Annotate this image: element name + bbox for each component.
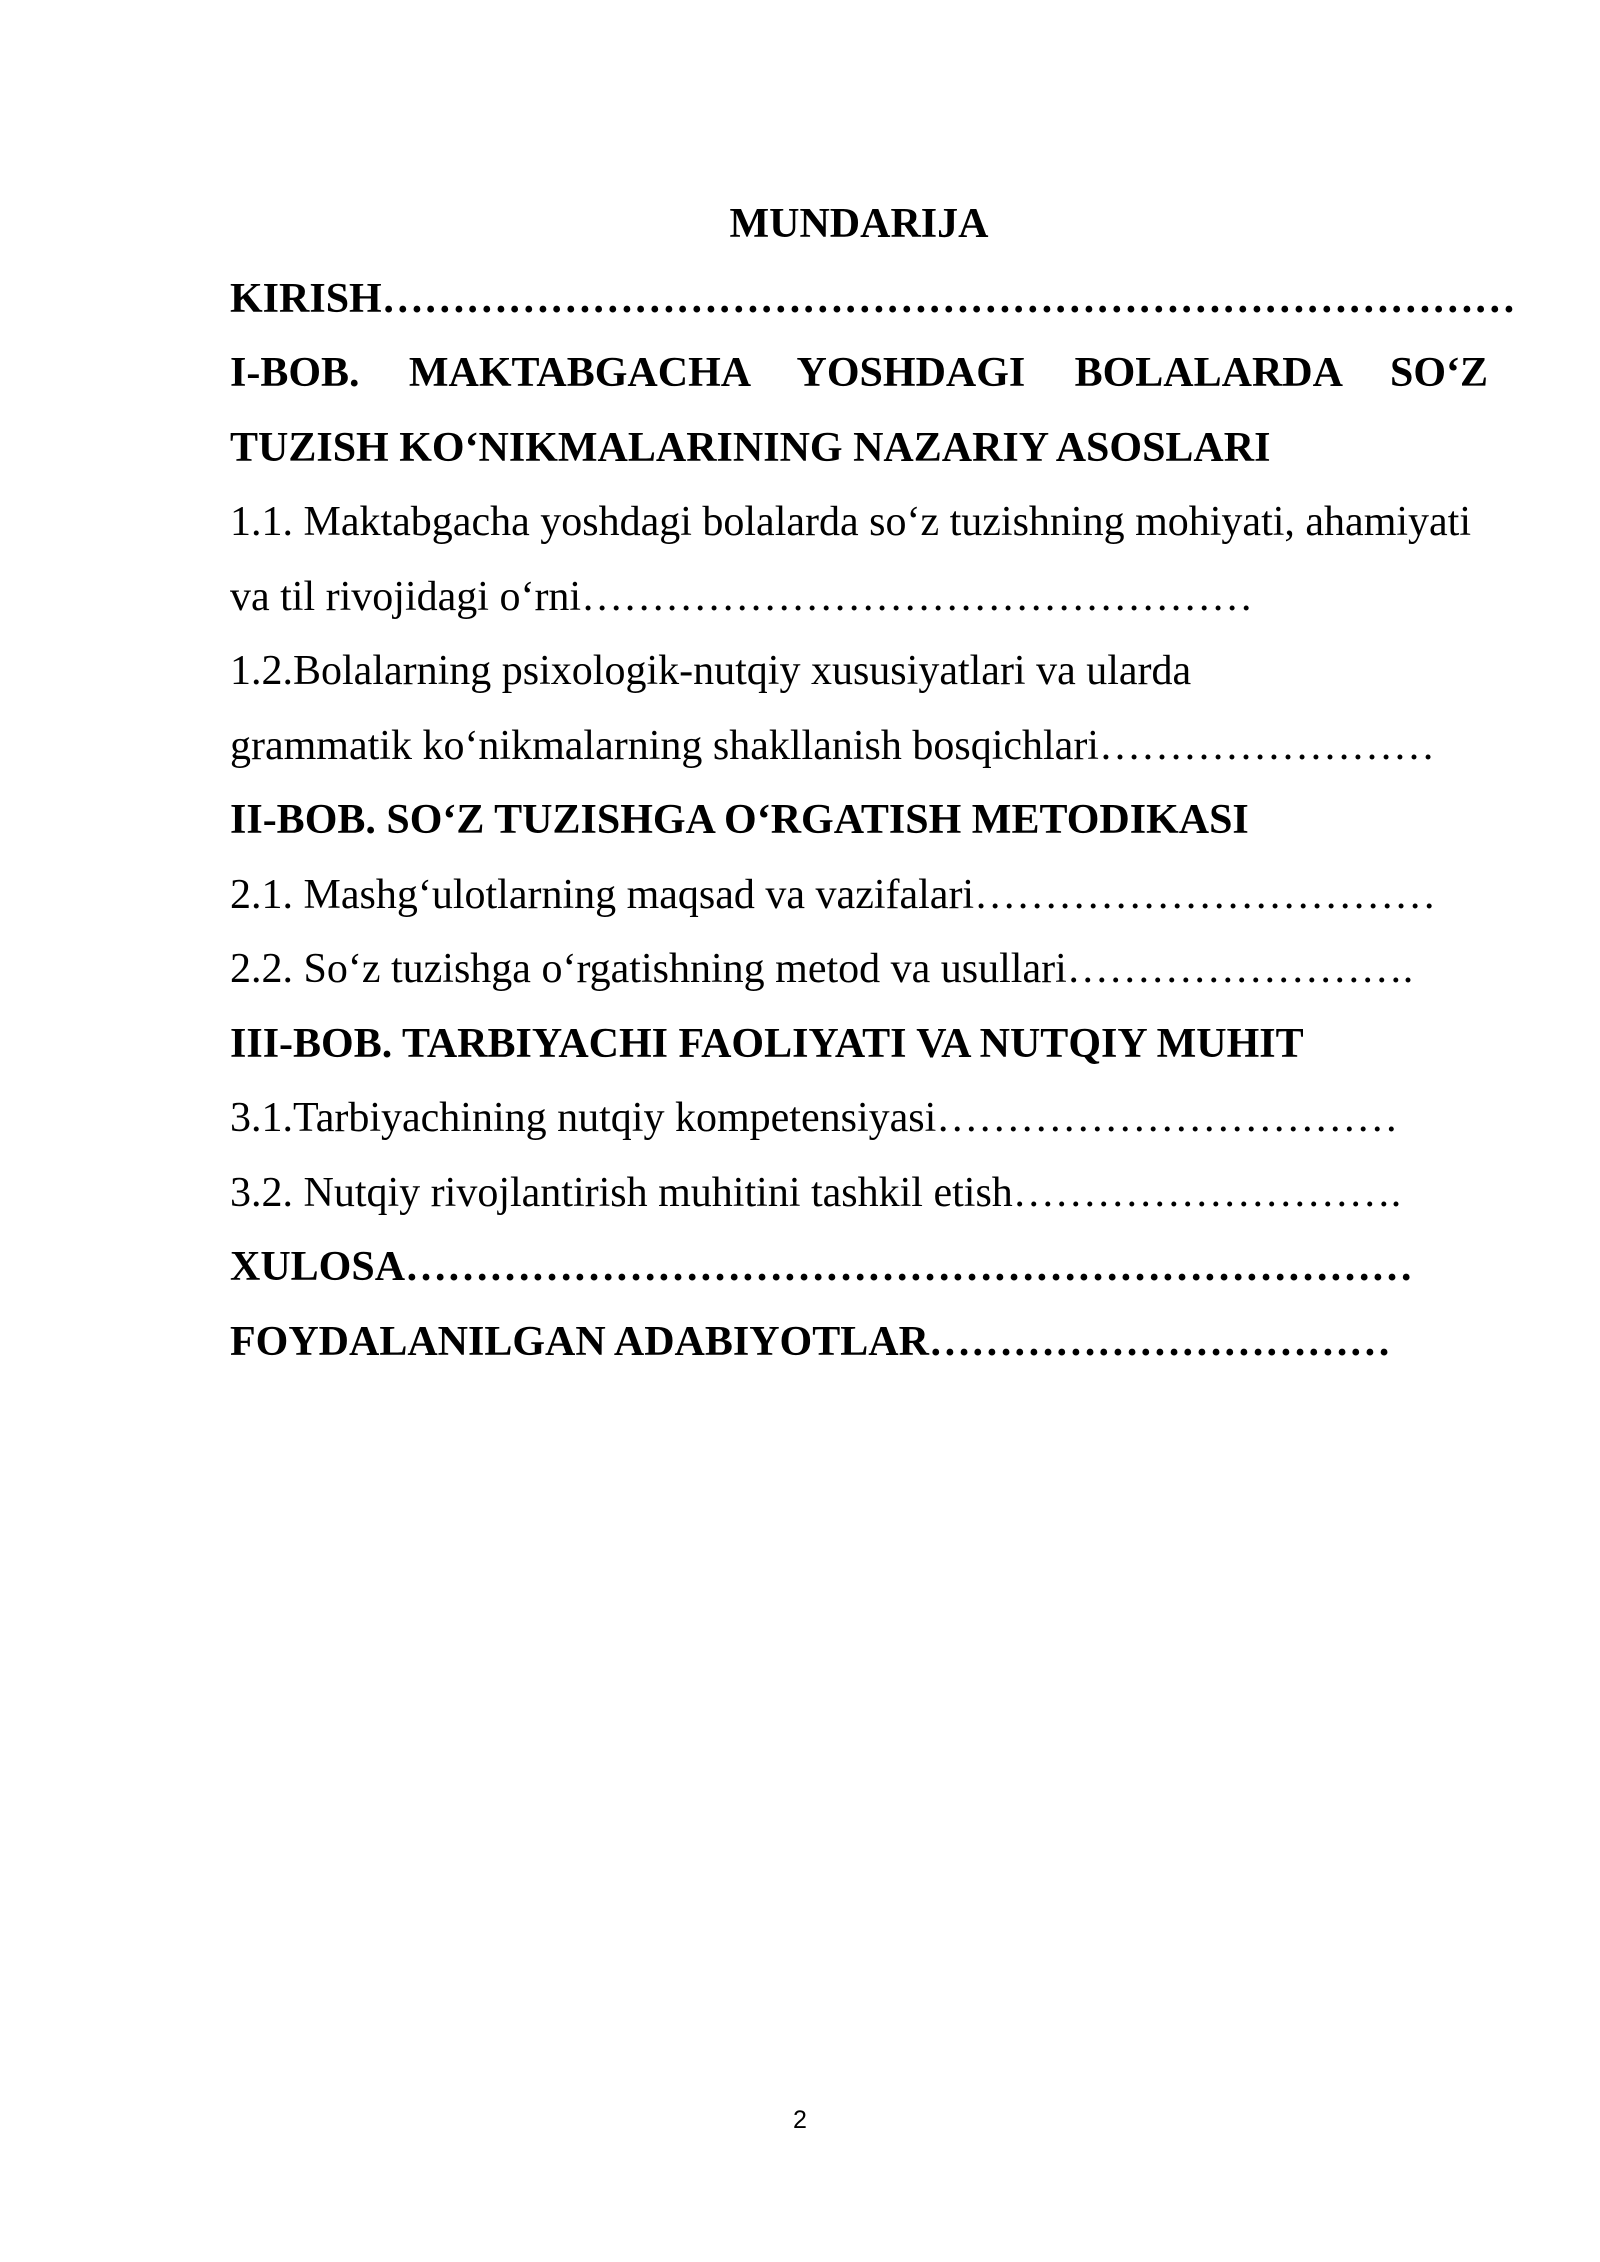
toc-section-2-1: 2.1. Mashg‘ulotlarning maqsad va vazifalari…………………………… [230,871,1437,918]
table-of-contents [230,187,1516,1379]
toc-section-1-1-continued: va til rivojidagi o‘rni………………………………………… [230,573,1254,620]
toc-entry-xulosa: XULOSA……………………………………………………………… [230,1244,1414,1290]
page-number: 2 [793,2106,807,2134]
toc-entry-bibliography: FOYDALANILGAN ADABIYOTLAR…………………………… [230,1318,1391,1365]
toc-section-3-2: 3.2. Nutqiy rivojlantirish muhitini tashkil etish………………………. [230,1169,1402,1216]
toc-section-1-1: 1.1. Maktabgacha yoshdagi bolalarda so‘z tuzishning mohiyati, ahamiyati [230,499,1472,545]
toc-entry-kirish: KIRISH……………………………………………………………………… [230,275,1516,322]
toc-chapter-3-heading: III-BOB. TARBIYACHI FAOLIYATI VA NUTQIY MUHIT [230,1020,1304,1067]
toc-chapter-2-heading: II-BOB. SO‘Z TUZISHGA O‘RGATISH METODIKASI [230,797,1249,843]
page-title: MUNDARIJA [729,201,989,247]
toc-section-3-1: 3.1.Tarbiyachining nutqiy kompetensiyasi…………………………… [230,1095,1399,1141]
toc-chapter-1-heading-continued: TUZISH KO‘NIKMALARINING NAZARIY ASOSLARI [230,424,1271,471]
toc-section-2-2: 2.2. So‘z tuzishga o‘rgatishning metod va usullari……………………. [230,946,1414,992]
toc-section-1-2-continued: grammatik ko‘nikmalarning shakllanish bosqichlari…………………… [230,722,1435,769]
toc-chapter-1-heading: I-BOB. MAKTABGACHA YOSHDAGI BOLALARDA SO‘Z [230,350,1488,396]
toc-section-1-2: 1.2.Bolalarning psixologik-nutqiy xususiyatlari va ularda [230,648,1192,694]
